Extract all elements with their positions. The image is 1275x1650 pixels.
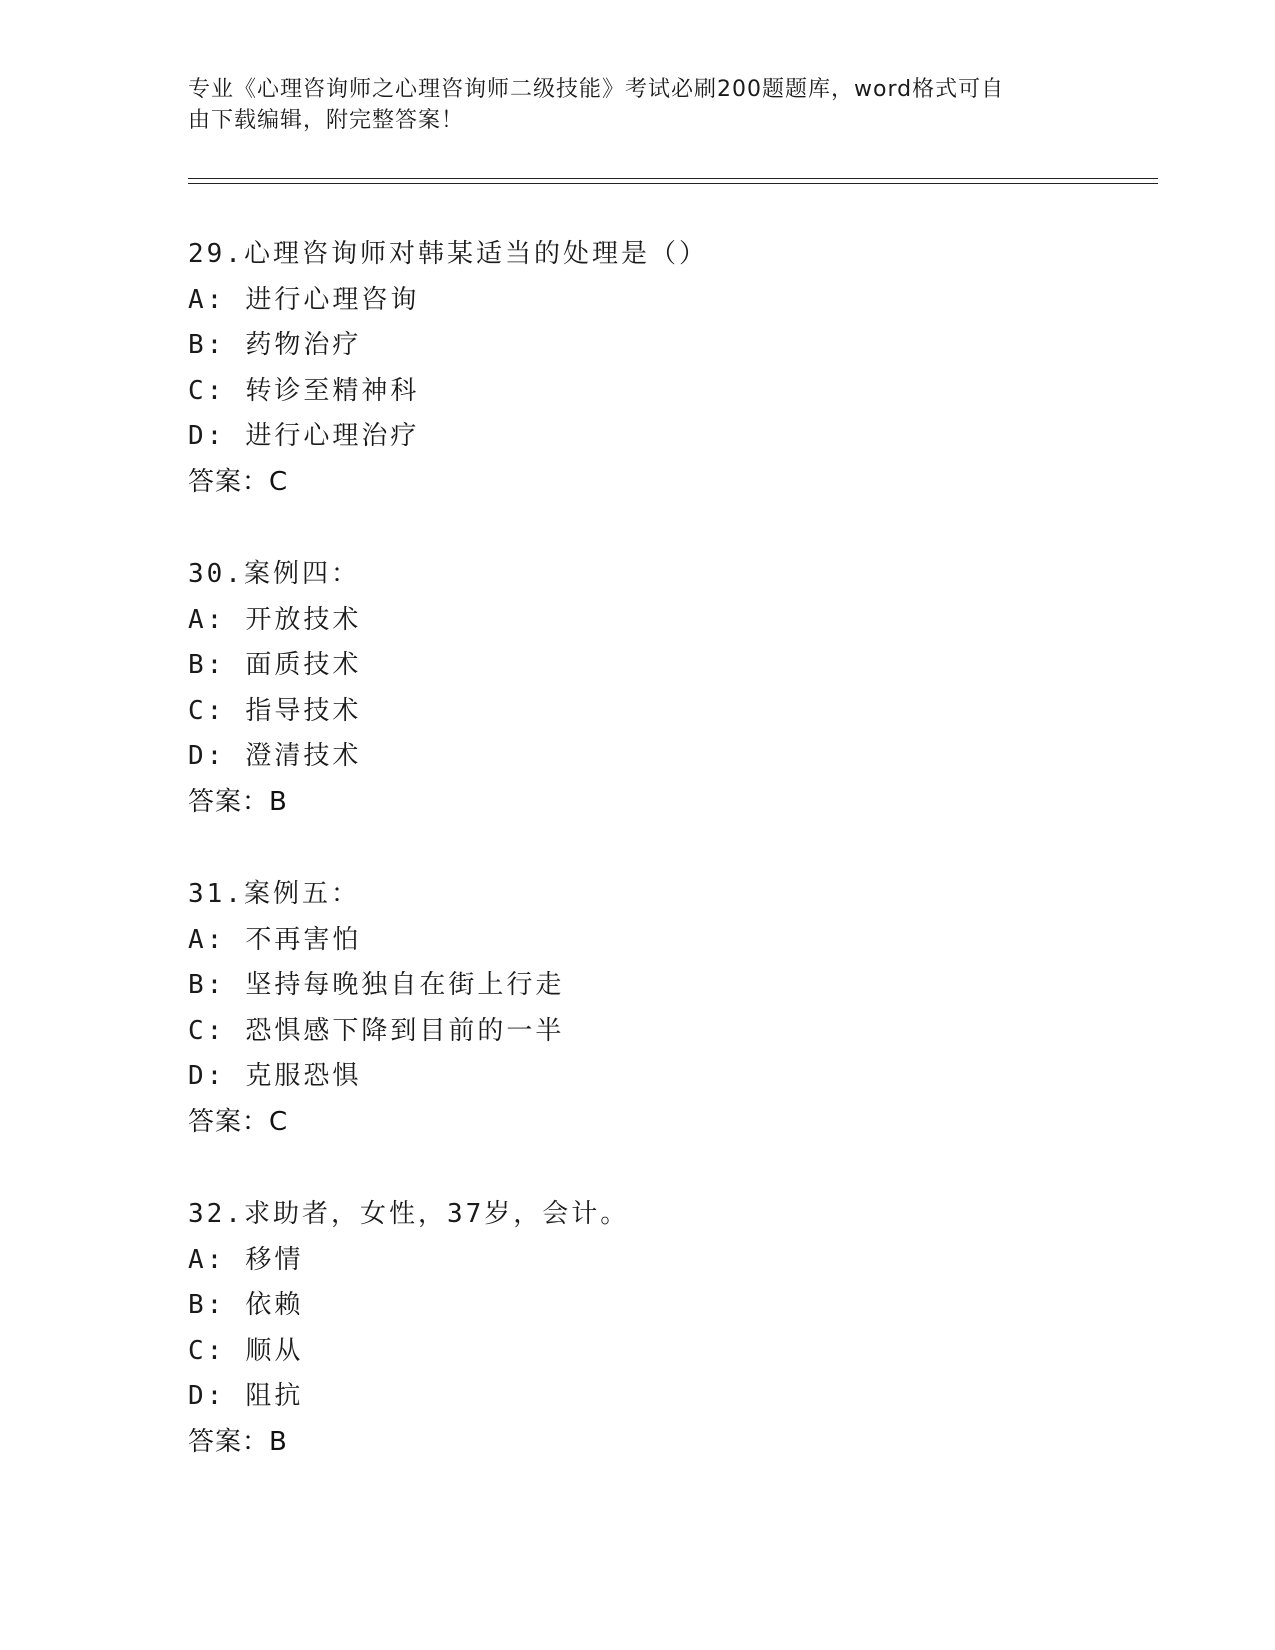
option-key: C: bbox=[188, 1335, 226, 1366]
question-list bbox=[188, 232, 1148, 1512]
option-key: B: bbox=[188, 1290, 226, 1320]
option-key: D: bbox=[188, 421, 226, 451]
option-text: 阻抗 bbox=[245, 1381, 304, 1411]
option-text: 面质技术 bbox=[245, 650, 362, 680]
answer-line: 答案：C bbox=[188, 1106, 289, 1137]
option-a bbox=[188, 1238, 1148, 1284]
option-text: 移情 bbox=[245, 1244, 304, 1275]
option-a bbox=[188, 598, 1148, 644]
question-31 bbox=[188, 872, 1148, 1145]
option-key: C: bbox=[188, 695, 226, 726]
option-c bbox=[188, 1009, 1148, 1055]
option-key: B: bbox=[188, 650, 226, 680]
option-key: C: bbox=[188, 1015, 226, 1046]
option-b bbox=[188, 643, 1148, 689]
question-stem: 31.案例五： bbox=[188, 879, 360, 909]
question-30 bbox=[188, 552, 1148, 825]
option-text: 指导技术 bbox=[245, 695, 362, 726]
answer-line: 答案：C bbox=[188, 466, 289, 497]
option-b bbox=[188, 963, 1148, 1009]
header-line-1: 专业《心理咨询师之心理咨询师二级技能》考试必刷200题题库，word格式可自 bbox=[188, 77, 1005, 102]
option-key: A: bbox=[188, 284, 226, 315]
header-rule-bottom bbox=[188, 183, 1158, 184]
option-text: 进行心理治疗 bbox=[245, 421, 420, 451]
document-header bbox=[188, 74, 1068, 136]
question-32 bbox=[188, 1192, 1148, 1465]
option-text: 顺从 bbox=[245, 1335, 304, 1366]
option-key: A: bbox=[188, 1244, 226, 1275]
answer-line: 答案：B bbox=[188, 1426, 288, 1457]
option-a bbox=[188, 278, 1148, 324]
question-stem: 32.求助者，女性，37岁，会计。 bbox=[188, 1199, 630, 1229]
header-line-2: 由下载编辑，附完整答案！ bbox=[188, 108, 465, 133]
question-29 bbox=[188, 232, 1148, 505]
option-key: B: bbox=[188, 970, 226, 1000]
option-key: D: bbox=[188, 1381, 226, 1411]
question-stem: 29.心理咨询师对韩某适当的处理是（） bbox=[188, 239, 708, 269]
option-key: D: bbox=[188, 1061, 226, 1091]
option-key: D: bbox=[188, 741, 226, 771]
option-text: 恐惧感下降到目前的一半 bbox=[245, 1015, 565, 1046]
option-text: 转诊至精神科 bbox=[245, 375, 420, 406]
question-stem: 30.案例四： bbox=[188, 559, 360, 589]
option-text: 药物治疗 bbox=[245, 330, 362, 360]
option-text: 澄清技术 bbox=[245, 741, 362, 771]
option-text: 开放技术 bbox=[245, 604, 362, 635]
option-a bbox=[188, 918, 1148, 964]
option-text: 克服恐惧 bbox=[245, 1061, 362, 1091]
option-d bbox=[188, 1374, 1148, 1420]
option-d bbox=[188, 414, 1148, 460]
option-c bbox=[188, 1329, 1148, 1375]
option-c bbox=[188, 689, 1148, 735]
option-text: 进行心理咨询 bbox=[245, 284, 420, 315]
option-text: 坚持每晚独自在街上行走 bbox=[245, 970, 565, 1000]
option-d bbox=[188, 734, 1148, 780]
option-b bbox=[188, 323, 1148, 369]
answer-line: 答案：B bbox=[188, 786, 288, 817]
option-key: C: bbox=[188, 375, 226, 406]
option-key: A: bbox=[188, 924, 226, 955]
option-text: 依赖 bbox=[245, 1290, 304, 1320]
header-rule-top bbox=[188, 178, 1158, 179]
option-b bbox=[188, 1283, 1148, 1329]
option-text: 不再害怕 bbox=[245, 924, 362, 955]
option-key: B: bbox=[188, 330, 226, 360]
option-c bbox=[188, 369, 1148, 415]
option-key: A: bbox=[188, 604, 226, 635]
option-d bbox=[188, 1054, 1148, 1100]
